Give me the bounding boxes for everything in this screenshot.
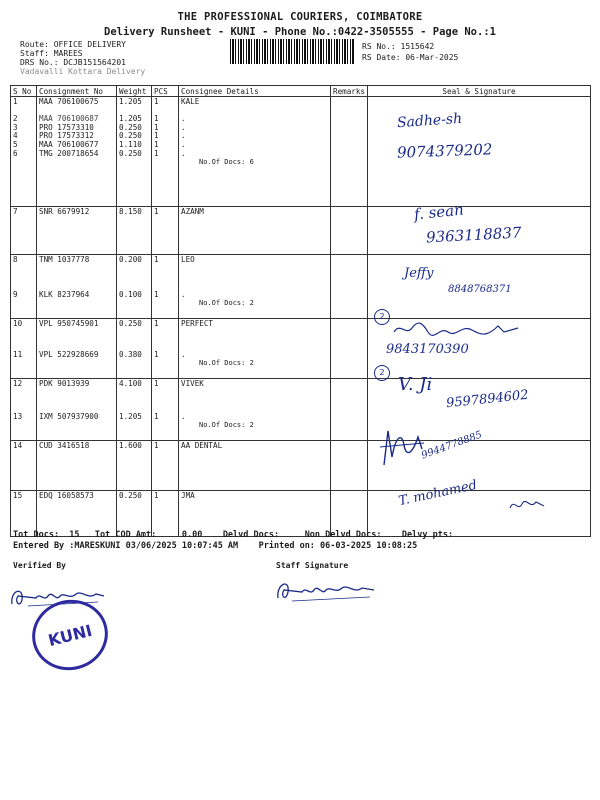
cell-value: 1 — [154, 208, 159, 216]
pcs-cell — [152, 207, 179, 255]
sno-cell — [11, 441, 37, 491]
remarks-cell — [331, 441, 368, 491]
pcs-cell — [152, 441, 179, 491]
cell-value: KALE — [181, 98, 200, 106]
cell-value: VPL 522928669 — [39, 350, 99, 359]
no-of-docs: No.Of Docs: 2 — [199, 421, 254, 430]
cell-value: 0.380 — [119, 350, 142, 359]
weight-cell — [117, 441, 152, 491]
remarks-cell — [331, 97, 368, 207]
handwritten-signature-cud — [378, 425, 428, 467]
remarks-cell — [331, 207, 368, 255]
cell-value: VPL 950745901 — [39, 320, 99, 328]
cell-value — [13, 107, 34, 116]
cell-value: 1 — [154, 123, 159, 132]
weight-cell — [117, 97, 152, 207]
cell-value: 1.110 — [119, 140, 142, 149]
col-remarks: Remarks — [331, 86, 368, 97]
handwriting-phone-1: 9074379202 — [396, 140, 493, 162]
handwritten-signature-vpl — [392, 318, 522, 340]
table-row — [11, 441, 591, 491]
pcs-cell — [152, 319, 179, 379]
cell-value: TMG 200718654 — [39, 149, 99, 158]
cell-value: 1 — [154, 412, 159, 421]
cell-value: PRO 17573310 — [39, 123, 94, 132]
entered-by-line: Entered By :MARESKUNI 03/06/2025 10:07:45 AM Printed on: 06-03-2025 10:08:25 — [13, 541, 418, 551]
cell-value: 10 — [13, 320, 23, 328]
no-of-docs: No.Of Docs: 2 — [199, 359, 254, 368]
cell-value: PDK 9013939 — [39, 380, 90, 388]
consignee-cell — [179, 379, 331, 441]
weight-cell — [117, 319, 152, 379]
cell-value: 1 — [154, 98, 159, 106]
handwriting-phone-6: 9944778885 — [420, 429, 484, 462]
cell-value: 1 — [154, 350, 159, 359]
rs-number: RS No.: 1515642 — [362, 42, 435, 51]
cell-value: 6 — [13, 149, 18, 158]
no-of-docs: No.Of Docs: 6 — [199, 158, 254, 167]
cell-value: VIVEK — [181, 380, 204, 388]
cell-value: . — [181, 123, 186, 132]
cell-value: 0.250 — [119, 123, 142, 132]
cell-value — [154, 107, 176, 116]
stamp-text: KUNI — [46, 620, 94, 650]
pcs-cell — [152, 97, 179, 207]
remarks-cell — [331, 319, 368, 379]
col-weight: Weight — [117, 86, 152, 97]
totals-line: Tot Docs: 15 Tot COD Amt: 0.00 Delvd Docs: Non Delvd Docs: Delvy pts: — [13, 530, 454, 540]
handwriting-name-1: Sadhe-sh — [396, 110, 463, 132]
cell-value — [119, 107, 149, 116]
cell-value: MAA 706100687 — [39, 115, 99, 124]
cell-value: EDQ 16058573 — [39, 492, 94, 500]
verified-by-label: Verified By — [13, 561, 66, 570]
col-sno: S No — [11, 86, 37, 97]
cell-value: 1 — [154, 256, 159, 264]
col-consignment: Consignment No — [37, 86, 117, 97]
company-title: THE PROFESSIONAL COURIERS, COIMBATORE — [177, 11, 423, 23]
weight-cell — [117, 379, 152, 441]
cell-value: 1 — [154, 149, 159, 158]
handwriting-name-3: Jeffy — [404, 266, 434, 281]
col-seal: Seal & Signature — [368, 86, 591, 97]
remarks-cell — [331, 379, 368, 441]
sno-cell — [11, 207, 37, 255]
consignment-cell — [37, 97, 117, 207]
cell-value: 0.250 — [119, 149, 142, 158]
cell-value: 8 — [13, 256, 18, 264]
table-row — [11, 379, 591, 441]
runsheet-table — [10, 85, 591, 537]
consignee-cell — [179, 255, 331, 319]
cell-value: LEO — [181, 256, 195, 264]
header-meta — [20, 40, 145, 76]
cell-value: MAA 706100677 — [39, 140, 99, 149]
sno-cell — [11, 255, 37, 319]
cell-value: 1.600 — [119, 442, 142, 450]
cell-value: 7 — [13, 208, 18, 216]
cell-value: 4.100 — [119, 380, 142, 388]
handwriting-name-5: V. Ji — [398, 374, 433, 395]
handwriting-name-7: T. mohamed — [397, 477, 479, 510]
cell-value: 11 — [13, 350, 23, 359]
handwriting-phone-5: 9597894602 — [445, 387, 530, 412]
no-of-docs: No.Of Docs: 2 — [199, 299, 254, 308]
pcs-cell — [152, 255, 179, 319]
cell-value: 0.250 — [119, 132, 142, 141]
consignment-cell — [37, 207, 117, 255]
cell-value: 1 — [154, 380, 159, 388]
route-label: Route: OFFICE DELIVERY — [20, 40, 126, 49]
cell-value: . — [181, 140, 186, 149]
cell-value: 1 — [154, 492, 159, 500]
cell-value: 1 — [13, 98, 18, 106]
cell-value: 1 — [154, 140, 159, 149]
cell-value: . — [181, 132, 186, 141]
consignee-cell — [179, 97, 331, 207]
cell-value — [181, 107, 328, 116]
cell-value: 1 — [154, 320, 159, 328]
cell-value: JMA — [181, 492, 195, 500]
cell-value: 12 — [13, 380, 23, 388]
handwriting-phone-3: 8848768371 — [448, 284, 512, 295]
cell-value: KLK 8237964 — [39, 290, 90, 299]
pcs-cell — [152, 379, 179, 441]
cell-value: TNM 1037778 — [39, 256, 90, 264]
cell-value: SNR 6679912 — [39, 208, 90, 216]
col-consignee: Consignee Details — [179, 86, 331, 97]
cell-value: 1 — [154, 132, 159, 141]
cell-value: . — [181, 412, 186, 421]
staff-signature-label: Staff Signature — [276, 561, 349, 570]
cell-value: 9 — [13, 290, 18, 299]
cell-value: AA DENTAL — [181, 442, 223, 450]
weight-cell — [117, 255, 152, 319]
rs-info — [362, 41, 458, 63]
cell-value: 1.205 — [119, 98, 142, 106]
cell-value: PRO 17573312 — [39, 132, 94, 141]
handwriting-name-2: f. sean — [413, 200, 465, 224]
cell-value: 14 — [13, 442, 23, 450]
sno-cell — [11, 379, 37, 441]
consignment-cell — [37, 379, 117, 441]
handwriting-phone-2: 9363118837 — [425, 223, 522, 247]
cell-value: . — [181, 290, 186, 299]
cell-value: . — [181, 115, 186, 124]
cell-value: IXM 507937900 — [39, 412, 99, 421]
weight-cell — [117, 207, 152, 255]
cell-value: 1 — [154, 290, 159, 299]
cell-value: 1.205 — [119, 412, 142, 421]
cell-value: 1.205 — [119, 115, 142, 124]
cell-value — [39, 107, 114, 116]
table-row — [11, 97, 591, 207]
handwritten-signature-edq — [508, 496, 548, 514]
cell-value: 13 — [13, 412, 23, 421]
staff-signature — [274, 574, 378, 604]
handwriting-circled-2b: 2 — [374, 365, 390, 381]
cell-value: 1 — [154, 442, 159, 450]
barcode — [230, 39, 354, 64]
cell-value: AZANM — [181, 208, 204, 216]
cell-value: 3 — [13, 123, 18, 132]
consignee-cell — [179, 319, 331, 379]
col-pcs: PCS — [152, 86, 179, 97]
sno-cell — [11, 319, 37, 379]
runsheet-subtitle: Delivery Runsheet - KUNI - Phone No.:0422-3505555 - Page No.:1 — [104, 26, 496, 38]
staff-label: Staff: MAREES — [20, 49, 83, 58]
consignment-cell — [37, 255, 117, 319]
cell-value: 1 — [154, 115, 159, 124]
handwriting-phone-4: 9843170390 — [386, 342, 469, 357]
cell-value: CUD 3416518 — [39, 442, 90, 450]
cell-value: PERFECT — [181, 320, 214, 328]
drs-number: DRS No.: DCJB151564201 — [20, 58, 126, 67]
consignment-cell — [37, 319, 117, 379]
remarks-cell — [331, 255, 368, 319]
sno-cell — [11, 97, 37, 207]
cell-value: 4 — [13, 132, 18, 141]
consignee-cell — [179, 207, 331, 255]
cell-value: 15 — [13, 492, 23, 500]
rs-date: RS Date: 06-Mar-2025 — [362, 53, 459, 62]
table-header-row — [11, 86, 591, 97]
cell-value: 0.200 — [119, 256, 142, 264]
cell-value: 0.250 — [119, 492, 142, 500]
cell-value: . — [181, 350, 186, 359]
cell-value: 2 — [13, 115, 18, 124]
consignee-cell — [179, 441, 331, 491]
cell-value: 0.250 — [119, 320, 142, 328]
cell-value: 5 — [13, 140, 18, 149]
cell-value: . — [181, 149, 186, 158]
consignment-cell — [37, 441, 117, 491]
cell-value: MAA 706100675 — [39, 98, 99, 106]
faded-line: Vadavalli Kottara Delivery — [20, 67, 146, 76]
cell-value: 0.100 — [119, 290, 142, 299]
cell-value: 8.150 — [119, 208, 142, 216]
handwriting-circled-2a: 2 — [374, 309, 390, 325]
